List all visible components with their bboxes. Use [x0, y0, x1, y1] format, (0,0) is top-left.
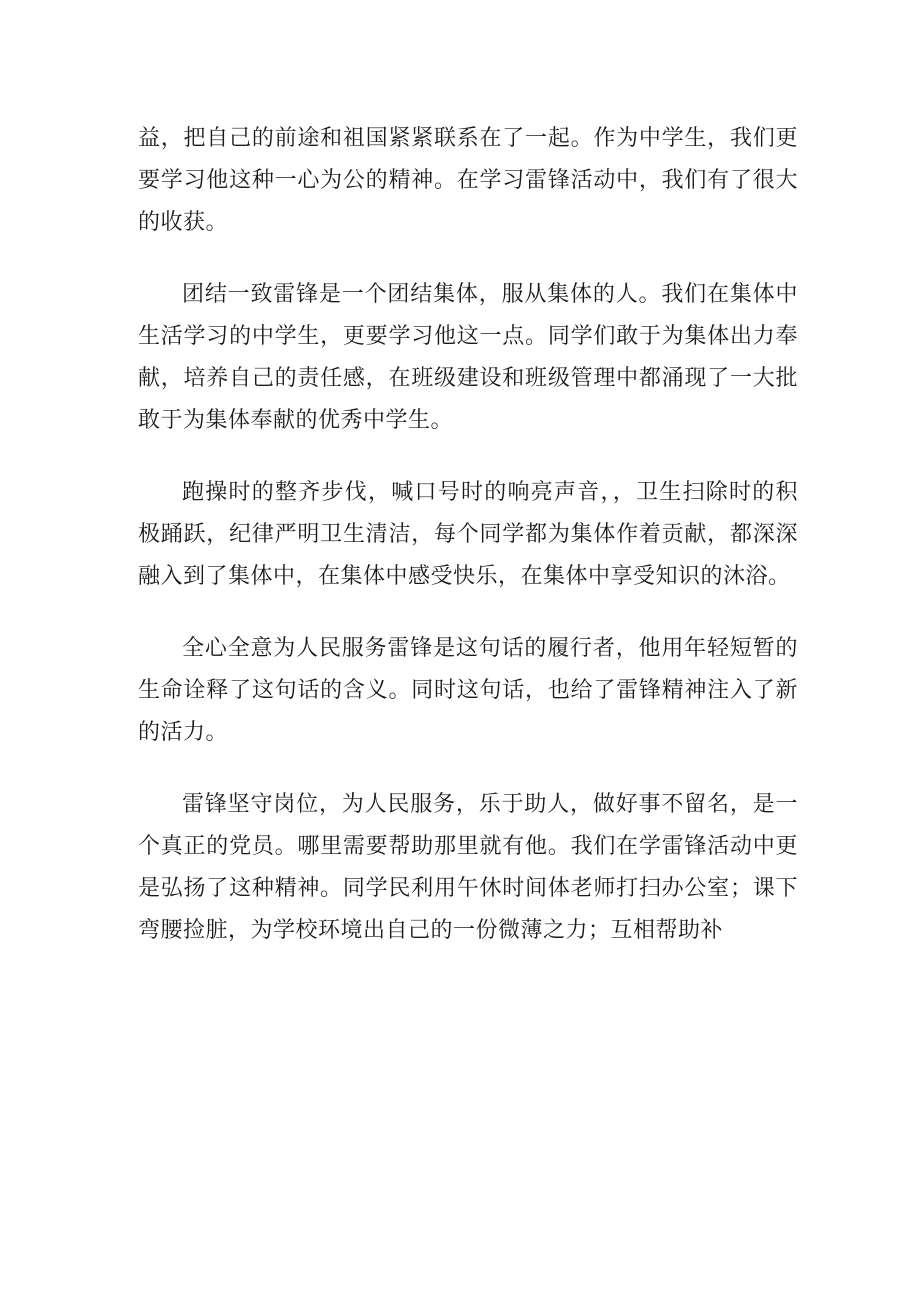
paragraph-1: 益，把自己的前途和祖国紧紧联系在了一起。作为中学生，我们更要学习他这种一心为公的精神。在学习雷锋活动中，我们有了很大的收获。: [138, 126, 798, 235]
paragraph-2: 团结一致雷锋是一个团结集体，服从集体的人。我们在集体中生活学习的中学生，更要学习他这一点。同学们敢于为集体出力奉献，培养自己的责任感，在班级建设和班级管理中都涌现了一大批敢于为集体奉献的优秀中学生。: [138, 282, 798, 433]
document-body: [138, 118, 798, 982]
paragraph-5: 雷锋坚守岗位，为人民服务，乐于助人，做好事不留名，是一个真正的党员。哪里需要帮助那里就有他。我们在学雷锋活动中更是弘扬了这种精神。同学民利用午休时间体老师打扫办公室；课下弯腰捡脏，为学校环境出自己的一份微薄之力；互相帮助补: [138, 792, 798, 943]
paragraph-4: 全心全意为人民服务雷锋是这句话的履行者，他用年轻短暂的生命诠释了这句话的含义。同时这句话，也给了雷锋精神注入了新的活力。: [138, 636, 798, 745]
paragraph-3: 跑操时的整齐步伐，喊口号时的响亮声音，，卫生扫除时的积极踊跃，纪律严明卫生清洁，每个同学都为集体作着贡献，都深深融入到了集体中，在集体中感受快乐，在集体中享受知识的沐浴。: [138, 480, 798, 589]
